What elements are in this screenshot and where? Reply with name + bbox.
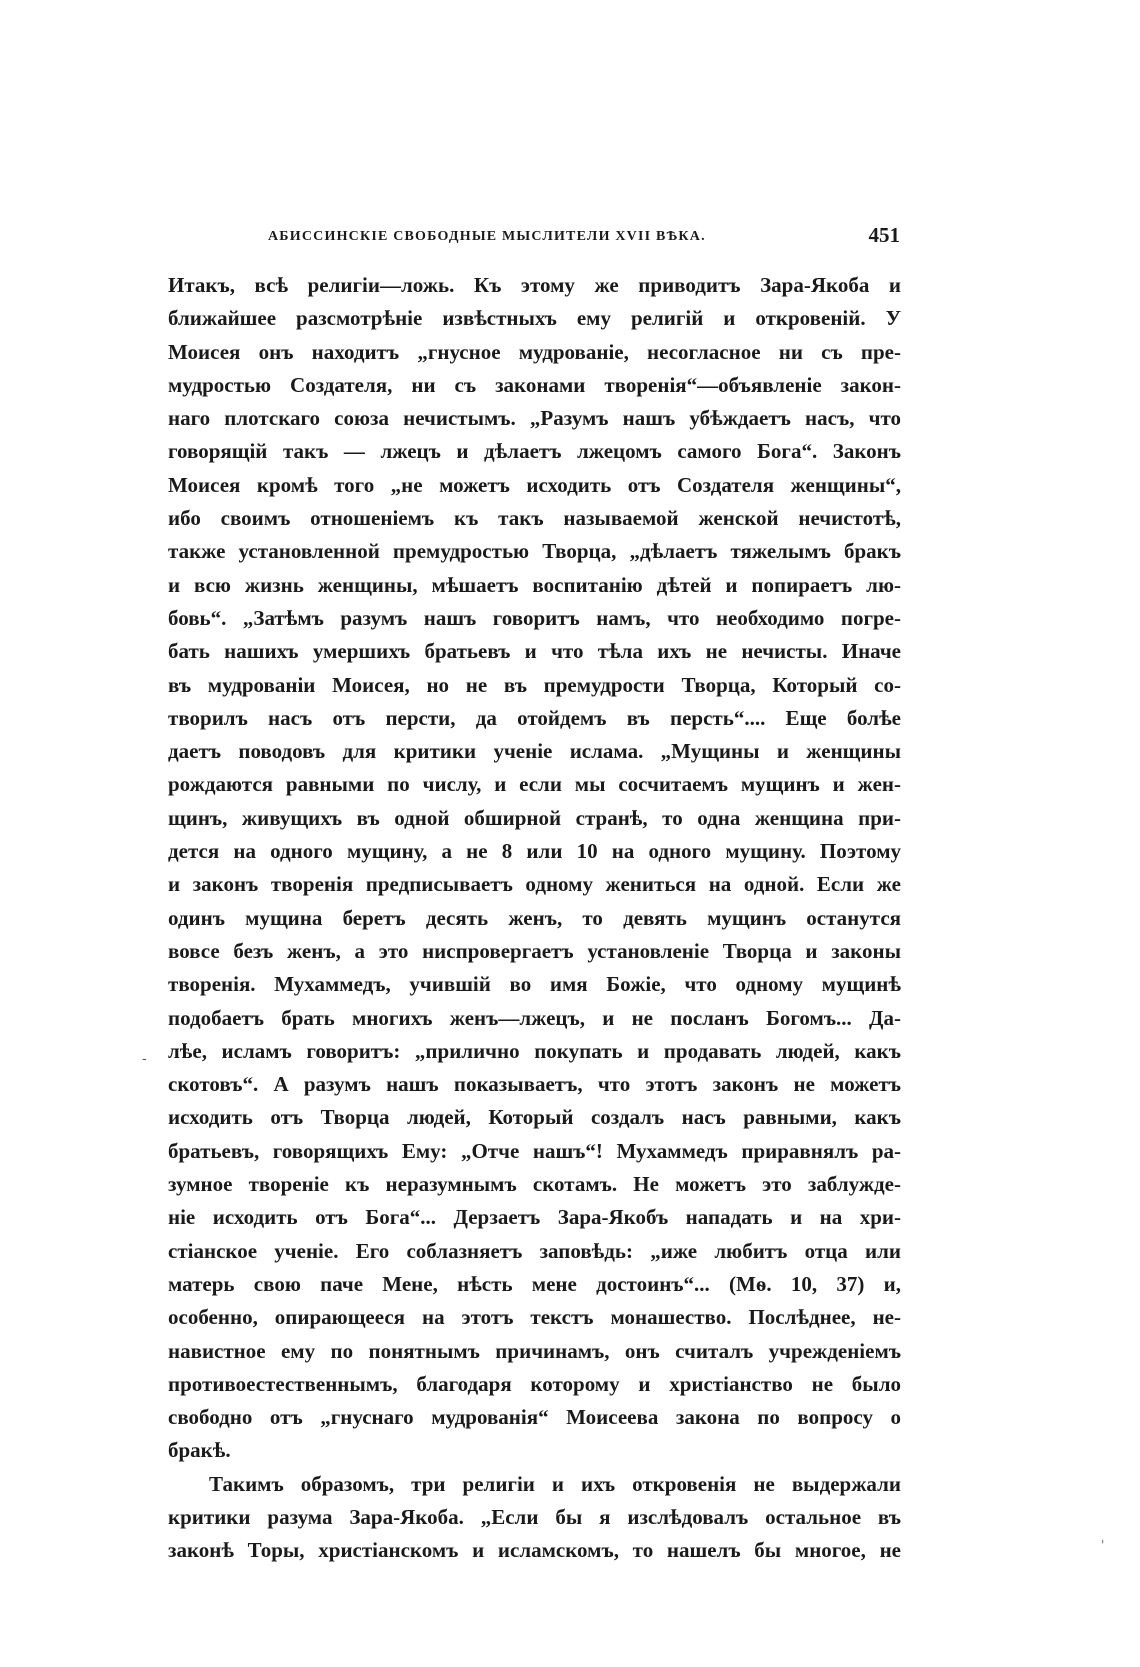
text-line: матерь свою паче Мене, нѣсть мене достоинъ“... (Мѳ. 10, 37) и, [168,1271,901,1296]
text-line: особенно, опирающееся на этотъ текстъ монашество. Послѣднее, не- [168,1305,901,1330]
text-line: творенія. Мухаммедъ, учившій во имя Божіе, что одному мущинѣ [168,972,901,997]
text-line: ніе исходить отъ Бога“... Дерзаетъ Зара-Якобъ нападать и на хри- [168,1205,901,1230]
running-head [268,223,900,253]
text-line: бать нашихъ умершихъ братьевъ и что тѣла ихъ не нечисты. Иначе [168,639,901,664]
text-line: вовсе безъ женъ, а это ниспровергаетъ установленіе Творца и законы [168,938,901,963]
text-line: говорящій такъ — лжецъ и дѣлаетъ лжецомъ самого Бога“. Законъ [168,439,901,464]
text-line: рождаются равными по числу, и если мы сосчитаемъ мущинъ и жен- [168,772,901,797]
paragraph-end-line: бракѣ. [168,1438,231,1463]
text-line: въ мудрованіи Моисея, но не въ премудрости Творца, Который со- [168,672,901,697]
text-line: скотовъ“. А разумъ нашъ показываетъ, что этотъ законъ не можетъ [168,1072,901,1097]
body-text [168,269,901,1568]
text-line: свободно отъ „гнуснаго мудрованія“ Моисеева закона по вопросу о [168,1405,901,1430]
text-line: критики разума Зара-Якоба. „Если бы я изслѣдовалъ остальное въ [168,1504,901,1529]
text-line: зумное твореніе къ неразумнымъ скотамъ. Не можетъ это заблужде- [168,1172,901,1197]
text-line: творилъ насъ отъ персти, да отойдемъ въ персть“.... Еще болѣе [168,705,901,730]
text-line: Моисея онъ находитъ „гнусное мудрованіе, несогласное ни съ пре- [168,339,901,364]
margin-dash-mark: - [142,1051,147,1067]
edge-speck-mark: ' [1101,1538,1105,1552]
text-line: Итакъ, всѣ религіи—ложь. Къ этому же приводитъ Зара-Якоба и [168,273,901,297]
running-title: АБИССИНСКІЕ СВОБОДНЫЕ МЫСЛИТЕЛИ XVII ВѢКА. [268,229,706,244]
text-line: ближайшее разсмотрѣніе извѣстныхъ ему религій и откровеній. У [168,306,901,331]
text-line: мудростью Создателя, ни съ законами творенія“—объявленіе закон- [168,372,901,397]
text-line: законѣ Торы, христіанскомъ и исламскомъ, то нашелъ бы многое, не [168,1538,901,1563]
text-line: бовь“. „Затѣмъ разумъ нашъ говоритъ намъ, что необходимо погре- [168,605,901,630]
text-line: исходить отъ Творца людей, Который создалъ насъ равными, какъ [168,1105,901,1130]
text-line: и законъ творенія предписываетъ одному жениться на одной. Если же [168,872,901,897]
text-line: стіанское ученіе. Его соблазняетъ заповѣдь: „иже любитъ отца или [168,1238,901,1263]
text-line: Моисея кромѣ того „не можетъ исходить отъ Создателя женщины“, [168,472,901,497]
text-line: противоестественнымъ, благодаря которому и христіанство не было [168,1371,901,1396]
text-line: и всю жизнь женщины, мѣшаетъ воспитанію дѣтей и попираетъ лю- [168,572,901,597]
text-line: даетъ поводовъ для критики ученіе ислама. „Мущины и женщины [168,739,901,764]
text-line: навистное ему по понятнымъ причинамъ, онъ считалъ учрежденіемъ [168,1338,901,1363]
text-line: наго плотскаго союза нечистымъ. „Разумъ нашъ убѣждаетъ насъ, что [168,406,901,431]
text-line: одинъ мущина беретъ десять женъ, то девять мущинъ останутся [168,905,901,930]
text-line: также установленной премудростью Творца, „дѣлаетъ тяжелымъ бракъ [168,539,901,564]
text-line: братьевъ, говорящихъ Ему: „Отче нашъ“! Мухаммедъ приравнялъ ра- [168,1138,901,1163]
text-line: дется на одного мущину, а не 8 или 10 на одного мущину. Поэтому [168,839,901,864]
text-line: подобаетъ брать многихъ женъ—лжецъ, и не посланъ Богомъ... Да- [168,1005,901,1030]
text-line: лѣе, исламъ говоритъ: „прилично покупать и продавать людей, какъ [168,1038,901,1063]
text-line: ибо своимъ отношеніемъ къ такъ называемой женской нечистотѣ, [168,506,901,531]
paragraph-start-line: Такимъ образомъ, три религіи и ихъ откровенія не выдержали [209,1471,901,1496]
page-number: 451 [868,223,900,247]
text-line: щинъ, живущихъ въ одной обширной странѣ, то одна женщина при- [168,805,901,830]
